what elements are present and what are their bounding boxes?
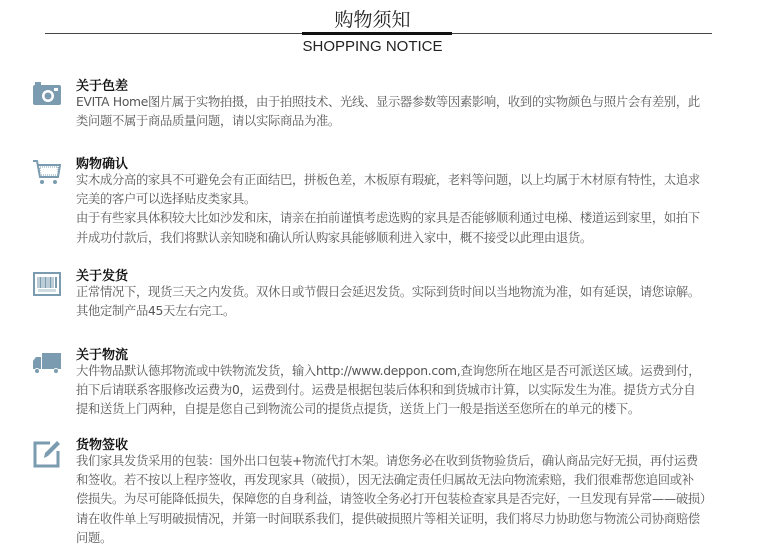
- section-text: EVITA Home图片属于实物拍摄，由于拍照技术、光线、显示器参数等因素影响，收到的实物颜色与照片会有差别，此: [76, 95, 700, 109]
- section-text: 拍下后请联系客服修改运费为0，运费到付。运费是根据包装后体积和到货城市计算，以实际发生为准。提货方式分自: [76, 383, 696, 398]
- section-text: 偿损失。为尽可能降低损失，保障您的自身利益，请签收全务必打开包装检查家具是否完好，一旦发现有异常——破损）: [76, 492, 712, 507]
- section-text: 正常情况下，现货三天之内发货。双休日或节假日会延迟发货。实际到货时间以当地物流为准，如有延误，请您谅解。: [76, 285, 700, 299]
- section-text: 和签收。若不按以上程序签收，再发现家具（破损），因无法确定责任归属故无法向物流索赔，我们很难帮您追回或补: [76, 473, 694, 488]
- barcode-icon: [32, 269, 62, 299]
- divider-accent: [302, 32, 452, 35]
- section-text: 问题。: [76, 530, 112, 545]
- section-title: 货物签收: [76, 438, 129, 453]
- section-title: 关于色差: [76, 79, 129, 94]
- section-text: 大件物品默认德邦物流或中铁物流发货，输入http://www.deppon.com,查询您所在地区是否可派送区域。运费到付，: [76, 364, 701, 378]
- section-text: 由于有些家具体积较大比如沙发和床，请亲在拍前谨慎考虑选购的家具是否能够顺利通过电梯、楼道运到家里，如拍下: [76, 211, 700, 226]
- section-title: 购物确认: [76, 157, 129, 172]
- page-title: 购物须知: [334, 9, 411, 31]
- edit-icon: [32, 438, 62, 468]
- page-subtitle: SHOPPING NOTICE: [302, 38, 443, 55]
- section-text: 类问题不属于商品质量问题，请以实际商品为准。: [76, 114, 340, 129]
- section-text: 其他定制产品45天左右完工。: [76, 304, 236, 319]
- section-text: 提和送货上门两种，自提是您自己到物流公司的提货点提货，送货上门一般是指送至您所在的单元的楼下。: [76, 402, 640, 417]
- section-text: 完美的客户可以选择贴皮类家具。: [76, 192, 256, 207]
- cart-icon: [32, 157, 62, 187]
- section-title: 关于物流: [76, 348, 129, 363]
- section-title: 关于发货: [76, 269, 129, 284]
- section-text: 实木成分高的家具不可避免会有正面结巴，拼板色差，木板原有瑕疵，老料等问题，以上均属于木材原有特性，太追求: [76, 173, 700, 187]
- section-text: 我们家具发货采用的包装：国外出口包装+物流代打木架。请您务必在收到货物验货后，确认商品完好无损，再付运费: [76, 454, 698, 468]
- truck-icon: [32, 348, 62, 378]
- camera-icon: [32, 79, 62, 109]
- section-text: 请在收件单上写明破损情况，并第一时间联系我们，提供破损照片等相关证明，我们将尽力协助您与物流公司协商赔偿: [76, 511, 700, 526]
- section-text: 并成功付款后，我们将默认亲知晓和确认所认购家具能够顺利进入家中，概不接受以此理由退货。: [76, 230, 592, 245]
